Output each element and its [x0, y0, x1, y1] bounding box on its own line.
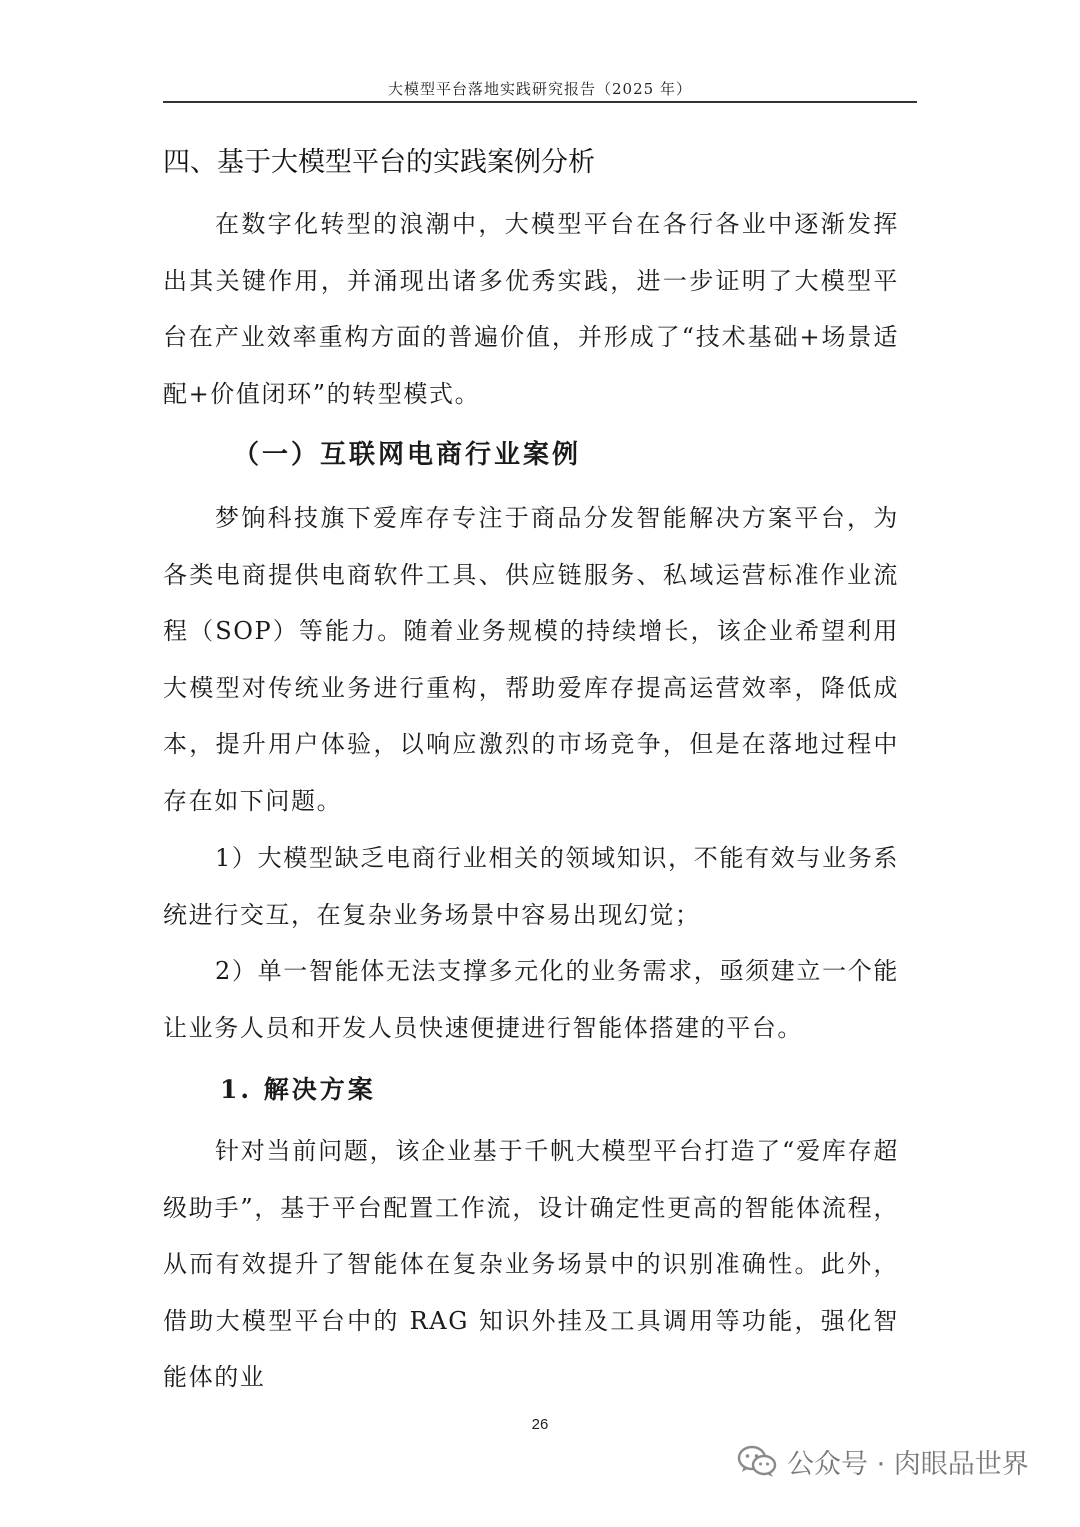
header-rule	[163, 101, 917, 103]
watermark	[737, 1436, 1029, 1486]
section-intro-paragraph: 在数字化转型的浪潮中，大模型平台在各行各业中逐渐发挥出其关键作用，并涌现出诸多优秀实践，进一步证明了大模型平台在产业效率重构方面的普遍价值，并形成了“技术基础+场景适配+价值闭环”的转型模式。	[163, 210, 899, 408]
case-paragraph: 梦饷科技旗下爱库存专注于商品分发智能解决方案平台，为各类电商提供电商软件工具、供应链服务、私域运营标准作业流程（SOP）等能力。随着业务规模的持续增长，该企业希望利用大模型对传统业务进行重构，帮助爱库存提高运营效率，降低成本，提升用户体验，以响应激烈的市场竞争，但是在落地过程中存在如下问题。	[163, 504, 899, 815]
subsection-title: （一）互联网电商行业案例	[233, 440, 582, 470]
solution-title: 1. 解决方案	[220, 1075, 376, 1104]
wechat-icon	[737, 1444, 777, 1478]
running-header: 大模型平台落地实践研究报告（2025 年）	[388, 80, 692, 98]
watermark-text: 公众号 · 肉眼品世界	[787, 1448, 1029, 1480]
section-title: 四、基于大模型平台的实践案例分析	[163, 147, 595, 178]
page-number: 26	[531, 1416, 549, 1433]
solution-paragraph: 针对当前问题，该企业基于千帆大模型平台打造了“爱库存超级助手”，基于平台配置工作流，设计确定性更高的智能体流程，从而有效提升了智能体在复杂业务场景中的识别准确性。此外，借助大模型平台中的 RAG 知识外挂及工具调用等功能，强化智能体的业	[163, 1137, 899, 1391]
problem-item-1: 1）大模型缺乏电商行业相关的领域知识，不能有效与业务系统进行交互，在复杂业务场景中容易出现幻觉；	[163, 844, 899, 929]
problem-item-2: 2）单一智能体无法支撑多元化的业务需求，亟须建立一个能让业务人员和开发人员快速便捷进行智能体搭建的平台。	[163, 957, 899, 1042]
